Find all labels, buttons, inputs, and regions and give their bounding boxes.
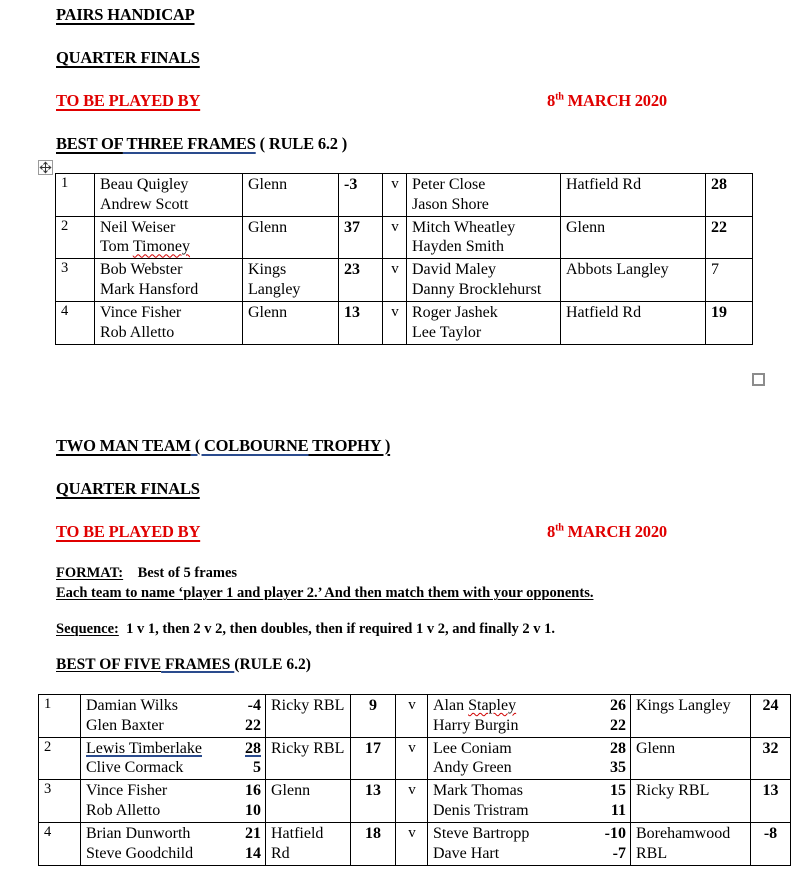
format-rule-ref: ( RULE 6.2 ): [255, 134, 348, 153]
away-player-2: Danny Brocklehurst: [412, 281, 542, 299]
player-handicap: 14: [245, 844, 261, 862]
home-player-1: [86, 739, 261, 759]
pairs-handicap-deadline-date: [547, 92, 667, 110]
home-club: Kings Langley: [243, 259, 339, 302]
table-move-handle-icon[interactable]: [38, 160, 53, 175]
home-club: Ricky RBL: [266, 695, 351, 738]
player-handicap: 16: [245, 782, 261, 800]
format-best-of: BEST OF: [56, 134, 123, 153]
home-player-1: Neil Weiser: [100, 218, 176, 236]
home-player-2: [86, 758, 261, 778]
player-name: Clive Cormack: [86, 759, 184, 777]
away-club: Hatfield Rd: [561, 301, 706, 344]
home-player-1: [86, 781, 261, 801]
player-name: Steve Bartropp: [433, 824, 530, 842]
away-total: 13: [751, 780, 791, 823]
deadline-month-year: MARCH 2020: [563, 91, 667, 110]
home-handicap: 13: [339, 301, 383, 344]
best-of-five-line: [56, 656, 311, 674]
home-players: [95, 216, 243, 259]
format-spacer: [123, 565, 138, 581]
player-handicap: 28: [245, 739, 261, 757]
two-man-team-table: [38, 694, 791, 866]
player-name: Lee Coniam: [433, 739, 512, 757]
pairs-handicap-stage: QUARTER FINALS: [56, 48, 200, 67]
versus-label: v: [383, 174, 407, 217]
away-club: Glenn: [631, 737, 751, 780]
home-handicap: -3: [339, 174, 383, 217]
away-player-1: [433, 824, 626, 844]
home-player-1: Vince Fisher: [100, 303, 182, 321]
home-player-2: Andrew Scott: [100, 195, 189, 213]
away-players: [428, 780, 631, 823]
home-club: Glenn: [243, 301, 339, 344]
row-index: 3: [39, 780, 81, 823]
home-player-2: Tom Timoney: [100, 238, 191, 256]
away-players: [407, 259, 561, 302]
home-club: Glenn: [266, 780, 351, 823]
misspelled-word: Timoney: [132, 238, 191, 256]
sequence-line: [56, 621, 555, 638]
two-man-team-deadline-date: [547, 523, 667, 541]
table-resize-handle-icon[interactable]: [752, 373, 765, 386]
pairs-handicap-table: [55, 173, 753, 345]
deadline-day: 8: [547, 522, 556, 541]
away-total: 32: [751, 737, 791, 780]
away-player-2: [433, 844, 626, 864]
player-name: Steve Goodchild: [86, 844, 194, 862]
home-club: Glenn: [243, 174, 339, 217]
row-index: 1: [56, 174, 95, 217]
player-name: Dave Hart: [433, 844, 500, 862]
home-handicap: 23: [339, 259, 383, 302]
player-name: Andy Green: [433, 759, 512, 777]
title-trophy: TROPHY ): [308, 436, 391, 455]
row-index: 1: [39, 695, 81, 738]
away-total: -8: [751, 822, 791, 865]
away-players: [428, 737, 631, 780]
home-total: 13: [351, 780, 396, 823]
home-total: 9: [351, 695, 396, 738]
table-row: [56, 216, 753, 259]
away-club: Borehamwood RBL: [631, 822, 751, 865]
away-player-1: Peter Close: [412, 176, 486, 193]
best-of-rule-ref: (RULE 6.2): [234, 656, 311, 673]
deadline-day-suffix: th: [555, 522, 564, 534]
player-handicap: 15: [610, 782, 626, 800]
player-handicap: -7: [612, 844, 626, 862]
away-player-1: Roger Jashek: [412, 303, 498, 321]
away-club: Hatfield Rd: [561, 174, 706, 217]
away-players: [407, 216, 561, 259]
sequence-label: Sequence:: [56, 621, 119, 637]
home-player-1: Beau Quigley: [100, 176, 189, 193]
home-players: [81, 737, 266, 780]
player-name: Denis Tristram: [433, 802, 529, 820]
format-label: FORMAT:: [56, 565, 124, 581]
away-club: Kings Langley: [631, 695, 751, 738]
home-player-2: [86, 801, 261, 821]
away-players: [407, 301, 561, 344]
table-row: [56, 301, 753, 344]
away-players: [428, 822, 631, 865]
away-handicap: 19: [706, 301, 753, 344]
home-club: Hatfield Rd: [266, 822, 351, 865]
two-man-team-deadline-label: TO BE PLAYED BY: [56, 522, 201, 541]
deadline-month-year: MARCH 2020: [563, 522, 667, 541]
player-name: Alan Stapley: [433, 697, 517, 714]
away-club: Glenn: [561, 216, 706, 259]
pairs-handicap-title: PAIRS HANDICAP: [56, 5, 195, 24]
table-row: [56, 174, 753, 217]
player-name: Mark Thomas: [433, 782, 523, 800]
player-handicap: 28: [610, 739, 626, 757]
deadline-day: 8: [547, 91, 556, 110]
away-player-2: Lee Taylor: [412, 323, 482, 341]
pairs-handicap-deadline-label: TO BE PLAYED BY: [56, 91, 201, 110]
away-player-1: [433, 781, 626, 801]
row-index: 2: [56, 216, 95, 259]
two-man-team-title: [56, 437, 390, 455]
away-player-2: Jason Shore: [412, 195, 489, 213]
best-of-main: BEST OF FIVE: [56, 656, 162, 673]
player-name: Glen Baxter: [86, 716, 164, 734]
away-player-2: [433, 801, 626, 821]
player-handicap: 11: [610, 802, 626, 820]
home-total: 18: [351, 822, 396, 865]
home-players: [81, 822, 266, 865]
player-name: Lewis Timberlake: [86, 739, 202, 757]
home-player-2: Rob Alletto: [100, 323, 175, 341]
row-index: 2: [39, 737, 81, 780]
away-player-2: Hayden Smith: [412, 238, 504, 256]
home-players: [95, 174, 243, 217]
versus-label: v: [396, 737, 428, 780]
versus-label: v: [383, 301, 407, 344]
home-player-1: [86, 696, 261, 716]
title-main: TWO MAN TEAM: [56, 436, 191, 455]
away-handicap: 28: [706, 174, 753, 217]
player-handicap: 21: [245, 824, 261, 842]
player-name: Vince Fisher: [86, 782, 168, 800]
table-row: [39, 822, 791, 865]
misspelled-word: Stapley: [468, 697, 517, 714]
pairs-handicap-format: [56, 135, 347, 153]
away-player-2: [433, 716, 626, 736]
row-index: 4: [56, 301, 95, 344]
away-club: Abbots Langley: [561, 259, 706, 302]
title-colbourne: ( COLBOURNE: [190, 436, 309, 455]
player-handicap: 5: [253, 759, 261, 777]
home-player-1: [86, 824, 261, 844]
table-row: [39, 695, 791, 738]
home-club: Ricky RBL: [266, 737, 351, 780]
away-player-1: Mitch Wheatley: [412, 218, 516, 236]
team-naming-rule: Each team to name ‘player 1 and player 2.’ And then match them with your opponents.: [56, 585, 594, 601]
player-handicap: 26: [610, 697, 626, 714]
player-name: Harry Burgin: [433, 716, 519, 734]
row-index: 4: [39, 822, 81, 865]
format-value: Best of 5 frames: [137, 565, 238, 581]
two-man-team-stage: QUARTER FINALS: [56, 479, 200, 498]
away-player-1: David Maley: [412, 261, 496, 279]
sequence-spacer: [119, 621, 126, 637]
away-players: [428, 695, 631, 738]
away-player-1: [433, 739, 626, 759]
away-total: 24: [751, 695, 791, 738]
away-club: Ricky RBL: [631, 780, 751, 823]
player-handicap: -10: [604, 824, 626, 842]
versus-label: v: [383, 259, 407, 302]
home-player-1: Bob Webster: [100, 261, 183, 279]
format-three-frames: THREE FRAMES: [122, 134, 256, 153]
player-handicap: 22: [245, 716, 261, 734]
versus-label: v: [396, 780, 428, 823]
versus-label: v: [396, 822, 428, 865]
home-handicap: 37: [339, 216, 383, 259]
player-name: Rob Alletto: [86, 802, 161, 820]
best-of-frames: FRAMES: [161, 656, 235, 673]
format-line: [56, 565, 237, 582]
misspelled-word: Hansford: [138, 281, 199, 299]
player-handicap: -4: [247, 697, 261, 714]
versus-label: v: [396, 695, 428, 738]
player-name: Damian Wilks: [86, 697, 178, 714]
home-players: [81, 780, 266, 823]
player-handicap: 22: [610, 716, 626, 734]
versus-label: v: [383, 216, 407, 259]
away-handicap: 22: [706, 216, 753, 259]
table-row: [39, 737, 791, 780]
home-players: [95, 259, 243, 302]
player-handicap: 35: [610, 759, 626, 777]
home-player-2: [86, 716, 261, 736]
player-name: Brian Dunworth: [86, 824, 191, 842]
away-handicap: 7: [706, 259, 753, 302]
deadline-day-suffix: th: [555, 91, 564, 103]
away-player-2: [433, 758, 626, 778]
table-row: [39, 780, 791, 823]
home-players: [95, 301, 243, 344]
home-player-2: Mark Hansford: [100, 281, 199, 299]
home-club: Glenn: [243, 216, 339, 259]
home-total: 17: [351, 737, 396, 780]
home-players: [81, 695, 266, 738]
player-handicap: 10: [245, 802, 261, 820]
table-row: [56, 259, 753, 302]
row-index: 3: [56, 259, 95, 302]
away-player-1: [433, 696, 626, 716]
home-player-2: [86, 844, 261, 864]
away-players: [407, 174, 561, 217]
sequence-value: 1 v 1, then 2 v 2, then doubles, then if required 1 v 2, and finally 2 v 1.: [126, 621, 555, 637]
